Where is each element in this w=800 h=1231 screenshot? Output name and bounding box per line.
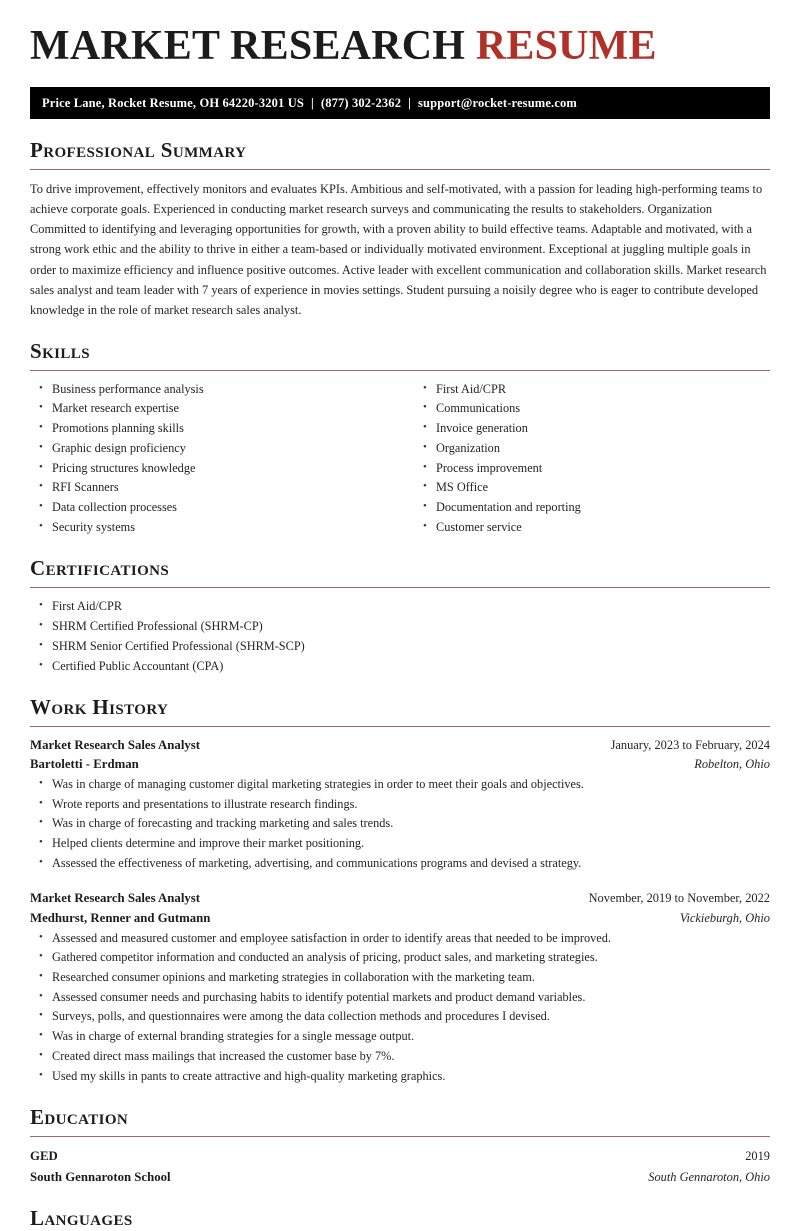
work-entry-organization: Bartoletti - Erdman: [30, 757, 139, 772]
section-certifications: [30, 556, 770, 676]
work-entry-title: Market Research Sales Analyst: [30, 737, 201, 752]
section-heading-skills: Skills: [30, 338, 90, 363]
list-item: • Assessed the effectiveness of marketing, advertising, and communications programs and devised a strategy.: [52, 854, 770, 874]
list-item: • Gathered competitor information and conducted an analysis of pricing, product sales, and marketing strategies.: [52, 948, 770, 968]
section-body-certifications: [30, 597, 770, 676]
section-skills: [30, 339, 770, 538]
list-item: • First Aid/CPR: [436, 380, 770, 400]
list-item: • Customer service: [436, 518, 770, 538]
work-entry-title: Market Research Sales Analyst: [30, 891, 201, 906]
education-school-row: [30, 1167, 770, 1188]
work-entry-title-row: [30, 889, 770, 908]
section-languages: [30, 1206, 770, 1231]
section-body-work-history: [30, 736, 770, 1086]
list-item: • Surveys, polls, and questionnaires were among the data collection methods and procedures I devised.: [52, 1007, 770, 1027]
list-item: • Created direct mass mailings that increased the customer base by 7%.: [52, 1047, 770, 1067]
list-item: • Organization: [436, 439, 770, 459]
list-item: • Communications: [436, 399, 770, 419]
page-title: [30, 0, 770, 69]
work-entry-org-row: [30, 909, 770, 928]
work-entry-date: January, 2023 to February, 2024: [610, 737, 770, 752]
list-item: • MS Office: [436, 478, 770, 498]
education-date: 2019: [745, 1148, 770, 1163]
work-entry-organization: Medhurst, Renner and Gutmann: [30, 910, 211, 925]
section-heading-work-history: Work History: [30, 695, 169, 720]
section-heading-education: Education: [30, 1105, 129, 1130]
certifications-list: [30, 597, 770, 676]
list-item: • Was in charge of managing customer digital marketing strategies in order to meet their goals and objectives.: [52, 775, 770, 795]
list-item: • Market research expertise: [52, 399, 400, 419]
work-entry: [30, 736, 770, 874]
contact-bar: [30, 87, 770, 119]
list-item: • Documentation and reporting: [436, 498, 770, 518]
skills-list-right: [414, 380, 770, 538]
list-item: • SHRM Certified Professional (SHRM-CP): [52, 617, 770, 637]
section-body-professional-summary: [30, 179, 770, 320]
contact-address: Price Lane, Rocket Resume, OH 64220-3201 US: [42, 95, 304, 110]
section-heading-professional-summary: Professional Summary: [30, 138, 247, 163]
list-item: • Assessed consumer needs and purchasing habits to identify potential markets and product demand variables.: [52, 988, 770, 1008]
list-item: • Used my skills in pants to create attractive and high-quality marketing graphics.: [52, 1066, 770, 1086]
section-professional-summary: [30, 138, 770, 319]
list-item: • Data collection processes: [52, 498, 400, 518]
list-item: • Graphic design proficiency: [52, 439, 400, 459]
section-divider: [30, 726, 770, 727]
section-work-history: [30, 695, 770, 1086]
contact-phone[interactable]: (877) 302-2362: [320, 95, 402, 110]
section-divider: [30, 169, 770, 170]
education-degree-row: [30, 1146, 770, 1167]
contact-line: [42, 96, 577, 111]
list-item: • Process improvement: [436, 458, 770, 478]
list-item: • First Aid/CPR: [52, 597, 770, 617]
page-title-main: MARKET RESEARCH: [30, 23, 476, 69]
list-item: • SHRM Senior Certified Professional (SHRM-SCP): [52, 637, 770, 657]
list-item: • Certified Public Accountant (CPA): [52, 656, 770, 676]
work-entry-location: Vickieburgh, Ohio: [679, 910, 770, 925]
work-entry-date: November, 2019 to November, 2022: [588, 891, 770, 906]
section-divider: [30, 370, 770, 371]
list-item: • Pricing structures knowledge: [52, 458, 400, 478]
education-school: South Gennaroton School: [30, 1169, 171, 1184]
list-item: • Invoice generation: [436, 419, 770, 439]
section-heading-certifications: Certifications: [30, 556, 170, 581]
contact-separator-2: |: [408, 95, 411, 110]
work-entry-location: Robelton, Ohio: [694, 757, 770, 772]
section-divider: [30, 1136, 770, 1137]
education-location: South Gennaroton, Ohio: [648, 1169, 770, 1184]
list-item: • Assessed and measured customer and employee satisfaction in order to identify areas that needed to be improved.: [52, 928, 770, 948]
section-body-skills: [30, 380, 770, 538]
skills-list-left: [30, 380, 400, 538]
list-item: • Business performance analysis: [52, 380, 400, 400]
work-entry-bullets: [30, 775, 770, 874]
contact-email[interactable]: support@rocket-resume.com: [418, 95, 577, 110]
education-entry: [30, 1146, 770, 1187]
list-item: • Promotions planning skills: [52, 419, 400, 439]
section-body-education: [30, 1146, 770, 1187]
work-entry-bullets: [30, 928, 770, 1086]
summary-paragraph: To drive improvement, effectively monitors and evaluates KPIs. Ambitious and self-motivated, with a passion for leading high-performing teams to achieve corporate goals. Experienced in conducting market research surveys and communicating the results to stakeholders. Organization Committed to identifying and leveraging opportunities for growth, with a proven ability to build effective teams. Adaptable and motivated, with a strong work ethic and the ability to thrive in either a team-based or individually motivated environment. Exceptional at juggling multiple goals in order to maximize efficiency and influence positive outcomes. Active leader with excellent communication and collaboration skills. Market research sales analyst and team leader with 7 years of experience in movies settings. Student pursuing a noisily degree who is eager to contribute developed knowledge in the role of market research sales analyst.: [30, 182, 767, 317]
list-item: • RFI Scanners: [52, 478, 400, 498]
skills-column-left: [30, 380, 400, 538]
list-item: • Was in charge of external branding strategies for a single message output.: [52, 1027, 770, 1047]
section-heading-languages: Languages: [30, 1206, 133, 1231]
work-entry: [30, 889, 770, 1086]
work-entry-org-row: [30, 755, 770, 774]
list-item: • Was in charge of forecasting and tracking marketing and sales trends.: [52, 814, 770, 834]
section-divider: [30, 587, 770, 588]
skills-column-right: [400, 380, 770, 538]
list-item: • Helped clients determine and improve their market positioning.: [52, 834, 770, 854]
education-degree: GED: [30, 1148, 58, 1163]
list-item: • Wrote reports and presentations to illustrate research findings.: [52, 795, 770, 815]
list-item: • Researched consumer opinions and marketing strategies in collaboration with the marketing team.: [52, 968, 770, 988]
list-item: • Security systems: [52, 518, 400, 538]
work-entry-title-row: [30, 736, 770, 755]
section-education: [30, 1105, 770, 1187]
contact-separator-1: |: [310, 95, 314, 110]
page-title-accent: RESUME: [475, 23, 657, 69]
